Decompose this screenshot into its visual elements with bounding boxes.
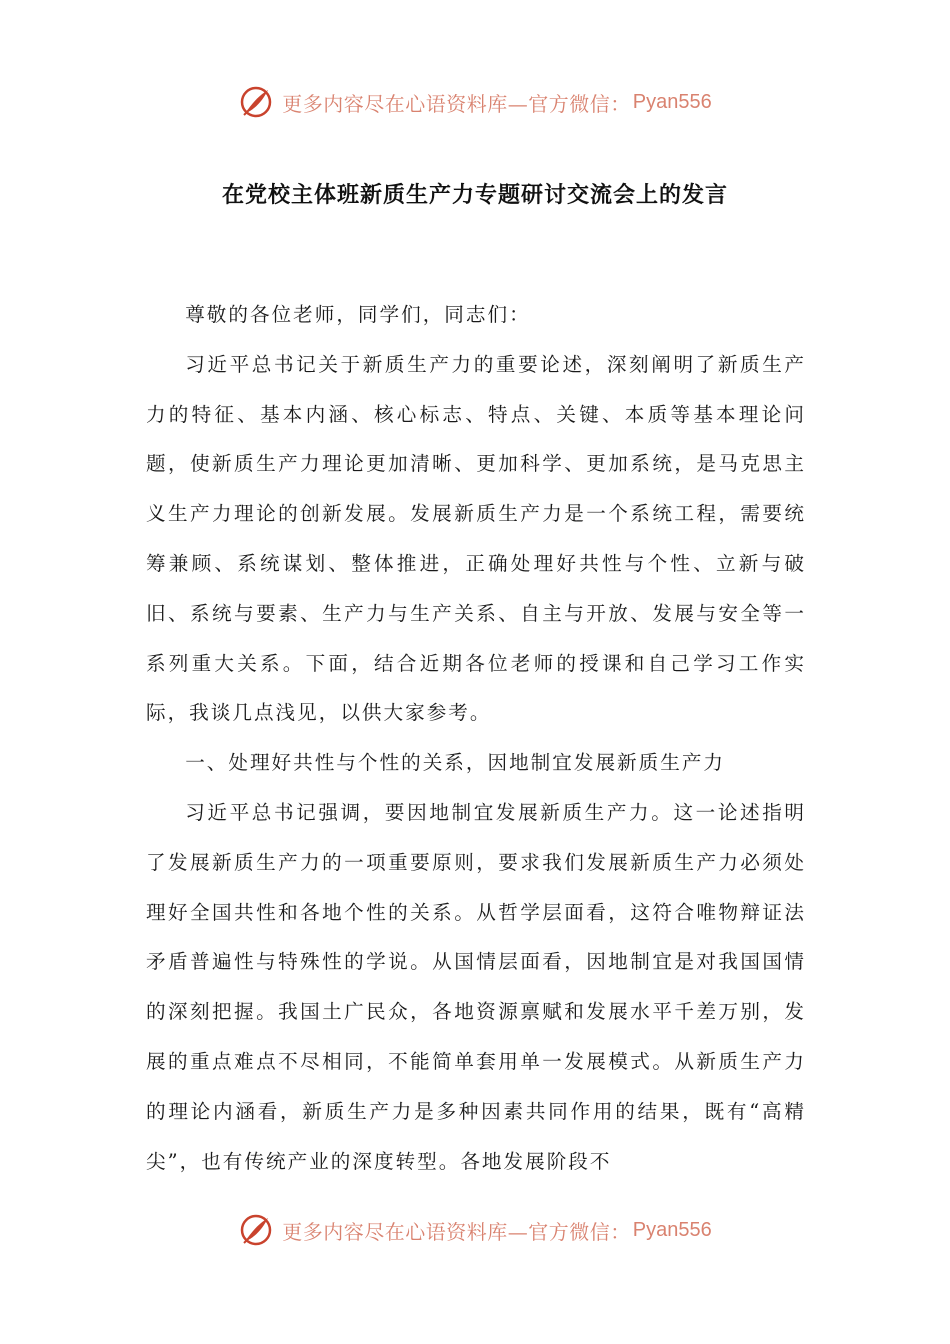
document-title: 在党校主体班新质生产力专题研讨交流会上的发言	[221, 183, 728, 208]
quill-logo-icon	[238, 84, 274, 120]
document-body	[146, 290, 806, 1186]
watermark-footer	[0, 1208, 950, 1252]
watermark-text: 更多内容尽在心语资料库—官方微信：	[282, 91, 631, 116]
section-heading-1: 一、处理好共性与个性的关系，因地制宜发展新质生产力	[185, 751, 726, 775]
watermark-header	[0, 80, 950, 124]
intro-paragraph: 习近平总书记关于新质生产力的重要论述，深刻阐明了新质生产力的特征、基本内涵、核心标志、特点、关键、本质等基本理论问题，使新质生产力理论更加清晰、更加科学、更加系统，是马克思主义生产力理论的创新发展。发展新质生产力是一个系统工程，需要统筹兼顾、系统谋划、整体推进，正确处理好共性与个性、立新与破旧、系统与要素、生产力与生产关系、自主与开放、发展与安全等一系列重大关系。下面，结合近期各位老师的授课和自己学习工作实际，我谈几点浅见，以供大家参考。	[146, 352, 806, 725]
watermark-text: 更多内容尽在心语资料库—官方微信：	[282, 1219, 631, 1244]
section-1-paragraph: 习近平总书记强调，要因地制宜发展新质生产力。这一论述指明了发展新质生产力的一项重要原则，要求我们发展新质生产力必须处理好全国共性和各地个性的关系。从哲学层面看，这符合唯物辩证法矛盾普遍性与特殊性的学说。从国情层面看，因地制宜是对我国国情的深刻把握。我国土广民众，各地资源禀赋和发展水平千差万别，发展的重点难点不尽相同，不能简单套用单一发展模式。从新质生产力的理论内涵看，新质生产力是多种因素共同作用的结果，既有“高精尖”，也有传统产业的深度转型。各地发展阶段不	[146, 800, 806, 1173]
quill-logo-icon	[238, 1212, 274, 1248]
watermark-wechat-id: Pyan556	[632, 1218, 712, 1241]
salutation: 尊敬的各位老师，同学们，同志们：	[185, 303, 531, 326]
watermark-wechat-id: Pyan556	[632, 90, 712, 113]
